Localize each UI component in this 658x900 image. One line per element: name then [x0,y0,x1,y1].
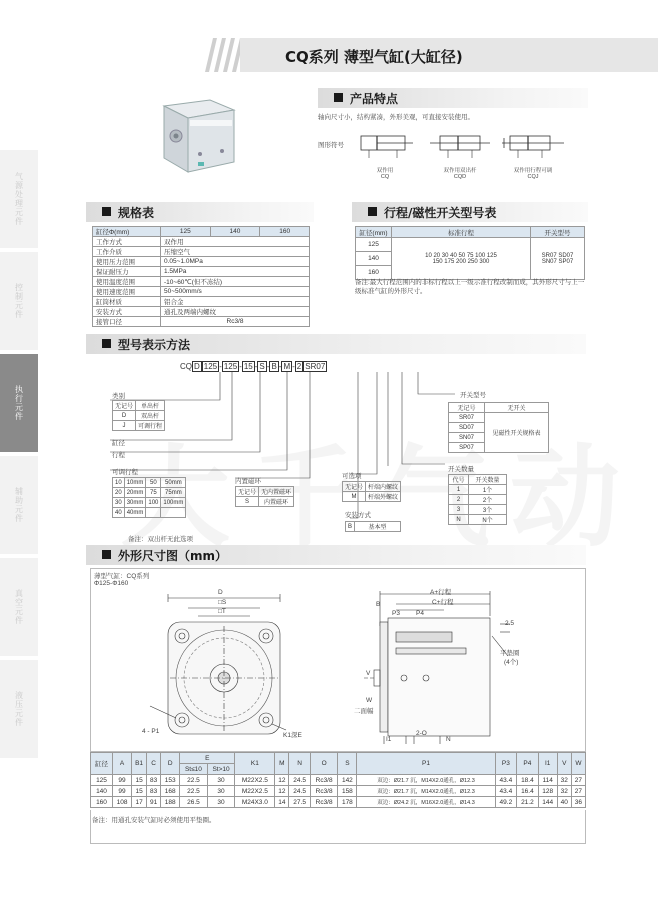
features-text: 轴向尺寸小，结构紧凑，外形美观，可直接安装使用。 [318,114,474,121]
stroke-section-header: 行程/磁性开关型号表 [352,202,588,222]
section-marker-icon [334,93,343,102]
table-row: 工作介质 压缩空气 [93,247,310,257]
model-section-header: 型号表示方法 [86,334,586,354]
stroke-note: 备注:最大行程范围内的非标行程以上一级示准行程改制而成，其外形尺寸与上一级标准气缸的外形尺寸。 [355,279,585,295]
table-row: SD07 [449,423,549,433]
magnet-table [235,486,294,507]
table-row: M 杆端外螺纹 [343,492,401,502]
table-row: 无记号 杆端内螺纹 [343,482,401,492]
dimension-note: 备注：用通孔安装气缸时必须使用平垫圈。 [92,817,216,824]
table-row: 使用压力范围 0.05~1.0MPa [93,257,310,267]
table-row: 140 [356,252,585,266]
stroke-table [355,226,585,280]
table-row: S 内置磁环 [236,497,294,507]
side-tab-air-treatment[interactable]: 气源处理元件 [0,150,38,250]
table-row: 140 99 15 83 168 22.5 30 M22X2.5 12 24.5 Rc3/8 158 双边：Ø21.7 沉，M14X2.0通孔，Ø12.3 43.4 16.4 128 32 27 [91,786,586,797]
symbol-double-rod-icon [428,128,492,163]
side-tab-actuator[interactable]: 执行元件 [0,354,38,454]
section-marker-icon [102,339,111,348]
adjustable-stroke-table [112,477,186,518]
table-row: 40 40mm [113,508,186,518]
side-tab-hydraulic[interactable]: 液压元件 [0,660,38,760]
spec-section-header: 规格表 [86,202,314,222]
table-row: 无记号 无开关 [449,403,549,413]
table-row: SR07 见磁性开关规格表 [449,413,549,423]
switch-quantity-table [448,474,507,525]
model-leader-lines [100,370,580,550]
table-row: 使用速度范围 50~500mm/s [93,287,310,297]
table-row: B 基本型 [346,522,401,532]
section-marker-icon [102,550,111,559]
mount-table [345,521,401,532]
table-row: 接管口径 Rc3/8 [93,317,310,327]
symbol-double-acting-icon [355,128,415,163]
spec-table [92,226,310,327]
table-row: 160 108 17 91 188 26.5 30 M24X3.0 14 27.5 Rc3/8 178 双边：Ø24.2 沉，M16X2.0通孔，Ø14.3 49.2 21.2 144 40 36 [91,797,586,808]
table-row: N N个 [449,515,507,525]
symbol-adjustable-stroke-icon [500,128,566,163]
type-table [112,400,165,431]
table-row: 125 99 15 83 153 22.5 30 M22X2.5 12 24.5 Rc3/8 142 双边：Ø21.7 沉，M14X2.0通孔，Ø12.3 43.4 18.4 114 32 27 [91,775,586,786]
table-row: SN07 [449,433,549,443]
table-row: 30 30mm 100 100mm [113,498,186,508]
table-row: 无记号 单出杆 [113,401,165,411]
table-row: J 可调行程 [113,421,165,431]
dimension-header-row: 缸径 A B1 C D E K1 M N O S P1 P3 P4 I1 V W [91,753,586,764]
table-row: 工作方式 双作用 [93,237,310,247]
option-table [342,481,401,502]
table-row: 代号 开关数量 [449,475,507,485]
features-section-header: 产品特点 [318,88,588,108]
model-remark: 备注：双出杆无此选项 [128,536,193,543]
table-row: 10 10mm 50 50mm [113,478,186,488]
table-row: 3 3个 [449,505,507,515]
table-row: 125 10 20 30 40 50 75 100 125 150 175 200 250 300 SR07 SD07 SN07 SP07 [356,238,585,252]
table-row: 20 20mm 75 75mm [113,488,186,498]
table-row: SP07 [449,443,549,453]
switch-table [448,402,549,453]
stroke-header-row: 缸径(mm) 标准行程 开关型号 [356,227,585,238]
table-row: 安装方式 通孔及两端内螺纹 [93,307,310,317]
section-marker-icon [368,207,377,216]
table-row: 保证耐压力 1.5MPa [93,267,310,277]
dimension-subheader-row: St≤10 St>10 [91,764,586,775]
table-row: 无记号 无内置磁环 [236,487,294,497]
side-navigation [0,150,38,760]
side-tab-control[interactable]: 控制元件 [0,252,38,352]
table-row: 使用温度范围 -10~60℃(但不冻结) [93,277,310,287]
table-row: 2 2个 [449,495,507,505]
cylinder-product-image [150,96,238,176]
note-frame [90,810,586,844]
outline-section-header: 外形尺寸图（mm） [86,545,586,565]
spec-header-row: 缸径Φ(mm) 125 140 160 [93,227,310,237]
table-row: 1 1个 [449,485,507,495]
table-row: 缸筒材质 铝合金 [93,297,310,307]
dimension-table [90,752,586,808]
section-marker-icon [102,207,111,216]
table-row: D 双出杆 [113,411,165,421]
symbol-label: 图形符号 [318,142,344,149]
side-tab-auxiliary[interactable]: 辅助元件 [0,456,38,556]
model-code: CQ D 125 - 125 - 15 - S - B - M - 2 SR07 [180,362,326,371]
side-view-drawing [360,586,530,746]
table-row: 160 [356,266,585,280]
side-tab-vacuum[interactable]: 真空元件 [0,558,38,658]
page-title: CQ系列 薄型气缸(大缸径) [285,48,463,66]
